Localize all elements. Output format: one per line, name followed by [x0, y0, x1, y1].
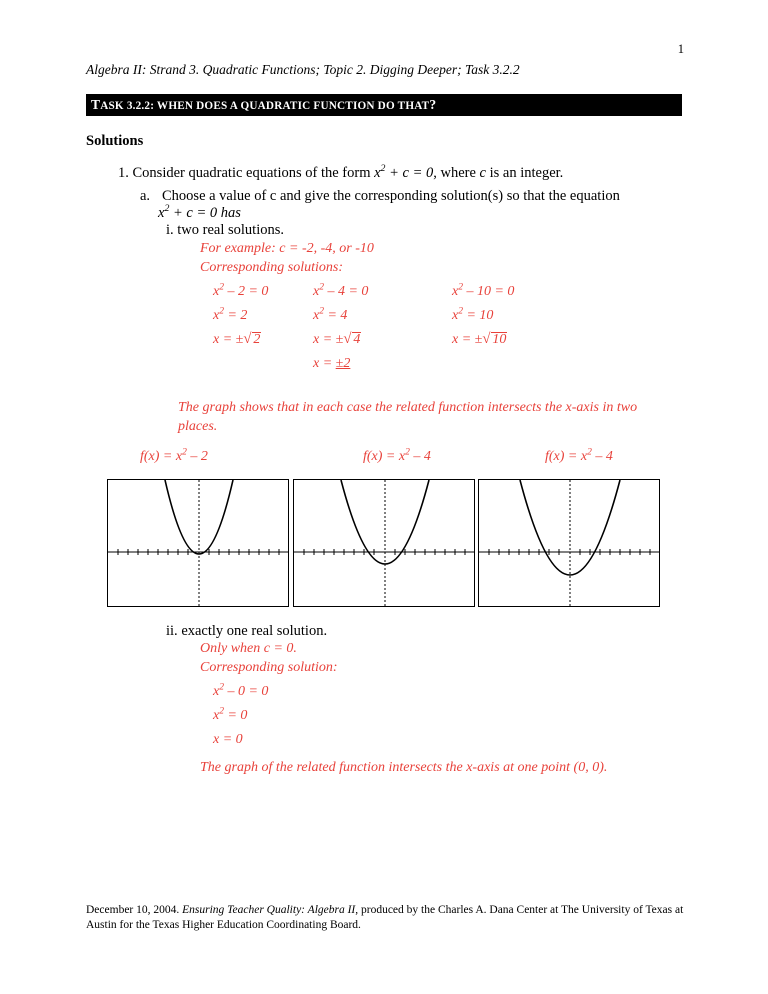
- answer-column-2: [313, 280, 368, 376]
- question-1a-ii: [166, 623, 327, 640]
- graph-3-svg: [479, 480, 660, 607]
- answer-column-3: [452, 280, 514, 352]
- answer-col2-line3: x = ± √ 4: [313, 328, 368, 352]
- graph-2-svg: [294, 480, 475, 607]
- answer-col3-line3: x = ± √ 10: [452, 328, 514, 352]
- footer-rest: , produced by the Charles A. Dana Center at The University of Texas at Austin for the Texas Higher Education Coordinating Board.: [86, 904, 684, 931]
- answer-corresponding-solution-label: Corresponding solution:: [200, 660, 338, 675]
- question-1a: [140, 186, 680, 206]
- graph-row: [107, 479, 662, 607]
- graph-1-svg: [108, 480, 289, 607]
- question-1a-ii-text: exactly one real solution.: [181, 623, 328, 639]
- answer-only-when: Only when c = 0.: [200, 641, 297, 656]
- answer-col1-line2: $x^2 = 2$: [213, 306, 248, 323]
- task-title-smallcaps-1: ASK 3.2.2: W: [100, 100, 169, 112]
- question-1a-label: a.: [140, 188, 151, 204]
- graph-3: [478, 479, 660, 607]
- question-1a-ii-label: ii.: [166, 623, 178, 639]
- question-1a-i-text: two real solutions.: [177, 222, 285, 238]
- answer-col4-line3: x = 0: [213, 732, 243, 747]
- question-1-text-before: Consider quadratic equations of the form: [132, 165, 375, 181]
- answer-col1-line1: $x^2 - 2 = 0$: [213, 282, 269, 299]
- answer-corresponding-solutions-label: Corresponding solutions:: [200, 260, 343, 275]
- answer-column-1: [213, 280, 268, 352]
- answer-col4-line2: $x^2 = 0$: [213, 706, 248, 723]
- answer-column-4: [213, 680, 268, 752]
- answer-col3-line1: $x^2 - 10 = 0$: [452, 282, 515, 299]
- answer-col4-line1: $x^2 - 0 = 0$: [213, 682, 269, 699]
- answer-col2-line2: $x^2 = 4$: [313, 306, 348, 323]
- question-1a-text: Choose a value of c and give the corresponding solution(s) so that the equation: [162, 188, 620, 204]
- graph-note-1: The graph shows that in each case the related function intersects the x-axis in two places.: [178, 400, 638, 434]
- question-1a-i: [166, 222, 284, 239]
- footer-date: December 10, 2004.: [86, 904, 183, 916]
- answer-col3-line2: $x^2 = 10$: [452, 306, 494, 323]
- footer-title: Ensuring Teacher Quality: Algebra II: [182, 904, 356, 916]
- question-1a-equation: $x^2 + c = 0$ has: [158, 203, 241, 221]
- question-1a-i-label: i.: [166, 222, 174, 238]
- answer-col2-line1: $x^2 - 4 = 0$: [313, 282, 369, 299]
- page-number: 1: [677, 42, 684, 56]
- answer-col1-line3: x = ± √ 2: [213, 328, 268, 352]
- graph-label-1: $f(x) = x^2 - 2$: [140, 447, 208, 464]
- task-title-bar: [86, 94, 682, 116]
- graph-1: [107, 479, 289, 607]
- question-1-text-after: , where c is an integer.: [433, 165, 564, 181]
- question-1: [118, 165, 563, 182]
- graph-note-2: The graph of the related function intersects the x-axis at one point (0, 0).: [200, 760, 608, 775]
- document-header: Algebra II: Strand 3. Quadratic Functions; Topic 2. Digging Deeper; Task 3.2.2: [86, 62, 520, 77]
- answer-col2-line4: x = ±2: [313, 356, 351, 371]
- question-1-number: 1.: [118, 165, 129, 181]
- document-footer: [86, 903, 686, 933]
- task-title-question-mark: ?: [429, 97, 437, 112]
- graph-2: [293, 479, 475, 607]
- graph-label-2: $f(x) = x^2 - 4$: [363, 447, 431, 464]
- task-title-smallcaps-2: HEN DOES A QUADRATIC FUNCTION DO THAT: [168, 100, 430, 112]
- question-1-equation: $x^2 + c = 0$: [374, 163, 434, 181]
- task-title-first-letter: T: [91, 97, 101, 112]
- answer-for-example: For example: c = -2, -4, or -10: [200, 241, 374, 256]
- graph-label-3: $f(x) = x^2 - 4$: [545, 447, 613, 464]
- solutions-heading: Solutions: [86, 133, 144, 149]
